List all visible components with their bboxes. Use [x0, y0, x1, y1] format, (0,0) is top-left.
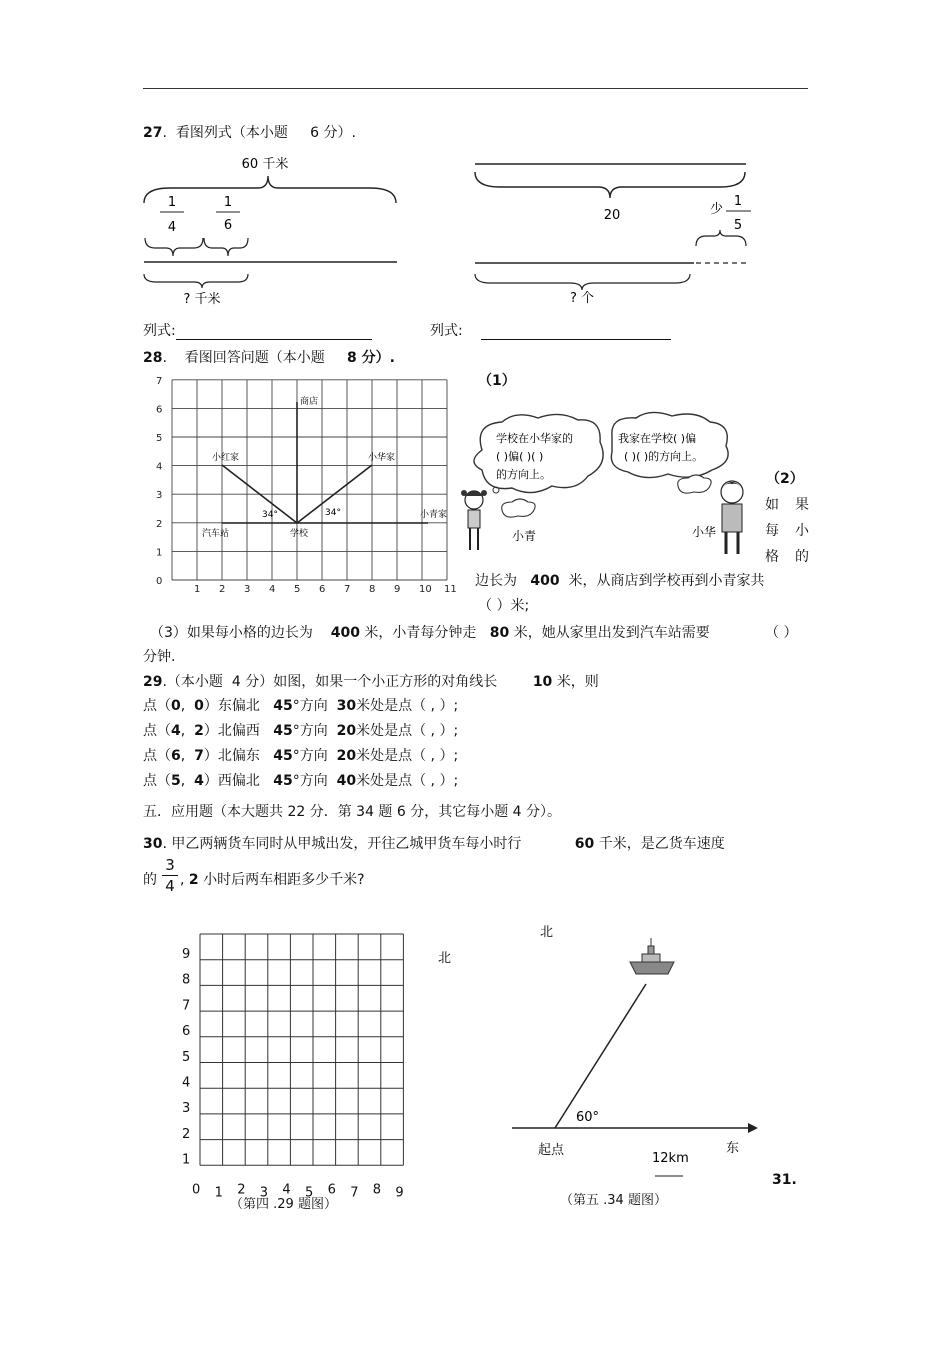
q28-part3-unit: 分钟.	[143, 649, 176, 665]
q27-header: 27. 看图列式（本小题 6 分）.	[143, 125, 356, 141]
q27-right-ask: ? 个	[569, 291, 595, 306]
fig29-ytick: 7	[182, 998, 191, 1014]
fig34-caption: （第五 .34 题图）	[560, 1193, 667, 1208]
q27-left-ask: ? 千米	[183, 292, 221, 307]
fig34-scale: 12km	[652, 1151, 689, 1166]
q27-right-f-num: 1	[733, 194, 743, 209]
section5-heading: 五．应用题（本大题共 22 分．第 34 题 6 分，其它每小题 4 分）。	[143, 804, 562, 820]
q28-xtick: 7	[344, 584, 351, 595]
q27-number: 27	[143, 125, 163, 141]
q28-bubble2-line1: 我家在学校( )偏	[618, 432, 697, 445]
q28-bubble1-line3: 的方向上。	[496, 468, 551, 481]
q28-bubble2-line2: ( )( )的方向上。	[624, 450, 704, 463]
q27-left-f1-num: 1	[167, 195, 177, 210]
q27-left-f2-den: 6	[223, 218, 233, 233]
q29-intro: 29.（本小题 4 分）如图，如果一个小正方形的对角线长 10 米，则	[143, 674, 599, 690]
q28-ytick: 5	[156, 433, 163, 444]
q27-formula-right: 列式:	[430, 320, 671, 340]
girl-figure-icon	[461, 490, 487, 550]
q28-xtick: 3	[244, 584, 251, 595]
q28-ytick: 1	[156, 547, 163, 559]
fig29-xtick: 1	[214, 1185, 223, 1201]
q28-angle-right: 34°	[325, 508, 341, 518]
boy-figure-icon	[721, 481, 743, 554]
q27-right-less: 少	[710, 202, 724, 217]
q28-label-xiaohua: 小华家	[368, 453, 396, 463]
q27-score: 6 分）.	[310, 125, 356, 141]
q28-ytick: 0	[156, 576, 163, 587]
q28-ytick: 4	[156, 461, 163, 473]
q28-part3: （3）如果每小格的边长为 400 米，小青每分钟走 80 米，她从家里出发到汽车站需要	[150, 625, 710, 641]
fig29-xtick: 3	[259, 1185, 269, 1201]
q27-right-total: 20	[603, 208, 621, 223]
q29-item: 点（5, 4）西偏北 45°方向 40米处是点（ , ）;	[143, 773, 459, 789]
q30-line1: 30. 甲乙两辆货车同时从甲城出发，开往乙城甲货车每小时行 60 千米，是乙货车速度	[143, 836, 725, 852]
q28-xtick: 11	[444, 584, 457, 595]
q28-ytick: 2	[156, 518, 163, 530]
fig29-xtick: 6	[327, 1182, 336, 1198]
fig29-ytick: 1	[182, 1152, 191, 1168]
fig29-ytick: 4	[182, 1075, 191, 1091]
q29-item: 点（6, 7）北偏东 45°方向 20米处是点（ , ）;	[143, 748, 459, 764]
fig34-east: 东	[726, 1141, 740, 1156]
q29-item: 点（0, 0）东偏北 45°方向 30米处是点（ , ）;	[143, 698, 459, 714]
fig29-caption: （第四 .29 题图）	[230, 1197, 337, 1212]
fig34-angle: 60°	[576, 1110, 600, 1125]
q27-right-diagram	[470, 150, 760, 310]
q28-boy-name: 小华	[692, 525, 717, 539]
q27-left-f1-den: 4	[167, 220, 177, 235]
fig29-xtick: 4	[282, 1182, 291, 1198]
fig34-north-top: 北	[540, 925, 554, 940]
q28-xtick: 4	[269, 584, 276, 595]
q28-label-xiaoqing: 小青家	[420, 510, 448, 520]
q28-xtick: 6	[319, 584, 326, 595]
fig29-ytick: 2	[182, 1126, 191, 1142]
q28-xtick: 2	[219, 584, 226, 595]
q28-map-grid	[150, 372, 470, 597]
q28-part2-row2: 每 小	[765, 523, 809, 539]
q28-part1-label: （1）	[478, 373, 516, 389]
q27-left-diagram	[140, 150, 405, 310]
q30-line2-b: , 2 小时后两车相距多少千米?	[180, 872, 365, 888]
q27-title: 看图列式（本小题	[175, 125, 288, 141]
q28-part2-text: 边长为 400 米，从商店到学校再到小青家共	[475, 573, 765, 589]
q30-line2-a: 的	[143, 872, 157, 888]
q28-xtick: 8	[369, 584, 376, 595]
q28-part2-row1: 如 果	[765, 497, 809, 513]
q28-label-bus: 汽车站	[202, 529, 230, 539]
q28-angle-left: 34°	[262, 510, 278, 520]
ship-icon	[630, 938, 674, 974]
fig29-ytick: 8	[182, 972, 191, 988]
fig29-ytick: 9	[182, 947, 191, 962]
q28-xtick: 10	[419, 584, 432, 595]
fig29-xtick: 2	[237, 1182, 246, 1198]
q29-item: 点（4, 2）北偏西 45°方向 20米处是点（ , ）;	[143, 723, 459, 739]
q28-xtick: 9	[394, 584, 401, 595]
q28-part2-row3: 格 的	[765, 549, 809, 565]
fig29-xtick: 5	[305, 1185, 314, 1201]
q27-left-total: 60 千米	[241, 157, 289, 172]
fig29-ytick: 3	[182, 1101, 191, 1117]
q28-bubble1-line1: 学校在小华家的	[496, 432, 573, 445]
fig29-xtick: 0	[192, 1182, 201, 1198]
fig34-north-left: 北	[438, 951, 452, 966]
fig29-xtick: 7	[350, 1185, 359, 1201]
q28-label-school: 学校	[290, 529, 309, 539]
fig29-ytick: 5	[182, 1049, 191, 1065]
q28-part2-label: （2）	[766, 471, 804, 487]
q28-ytick: 3	[156, 490, 163, 502]
q28-label-shop: 商店	[300, 397, 319, 407]
fig29-xtick: 8	[372, 1182, 382, 1198]
q27-answer-line-left[interactable]	[176, 325, 372, 340]
q28-illustration	[460, 410, 770, 560]
q27-left-f2-num: 1	[223, 195, 233, 210]
q28-part3-blank[interactable]: （ ）	[765, 625, 798, 641]
q28-xtick: 1	[194, 584, 201, 595]
q28-ytick: 6	[156, 404, 163, 416]
fig29-ytick: 6	[182, 1024, 191, 1040]
q30-fraction: 3 4	[162, 856, 178, 895]
q28-bubble1-line2: ( )偏( )( )	[496, 450, 544, 463]
fig34-start: 起点	[538, 1143, 565, 1158]
q31-number: 31.	[772, 1172, 797, 1188]
q28-girl-name: 小青	[512, 529, 537, 543]
q28-part2-blank[interactable]: （ ）米;	[478, 598, 530, 614]
q28-xtick: 5	[294, 584, 301, 595]
q27-answer-line-right[interactable]	[481, 325, 671, 340]
fig34-diagram	[430, 918, 770, 1178]
q28-ytick: 7	[156, 375, 163, 387]
q28-label-xiaohong: 小红家	[212, 453, 240, 463]
fig29-xtick: 9	[395, 1185, 404, 1201]
q27-formula-left: 列式:	[143, 320, 372, 340]
fig29-grid	[170, 922, 420, 1222]
q27-right-f-den: 5	[733, 218, 743, 233]
q28-header: 28. 看图回答问题（本小题 8 分）.	[143, 350, 395, 366]
top-rule	[143, 88, 808, 89]
